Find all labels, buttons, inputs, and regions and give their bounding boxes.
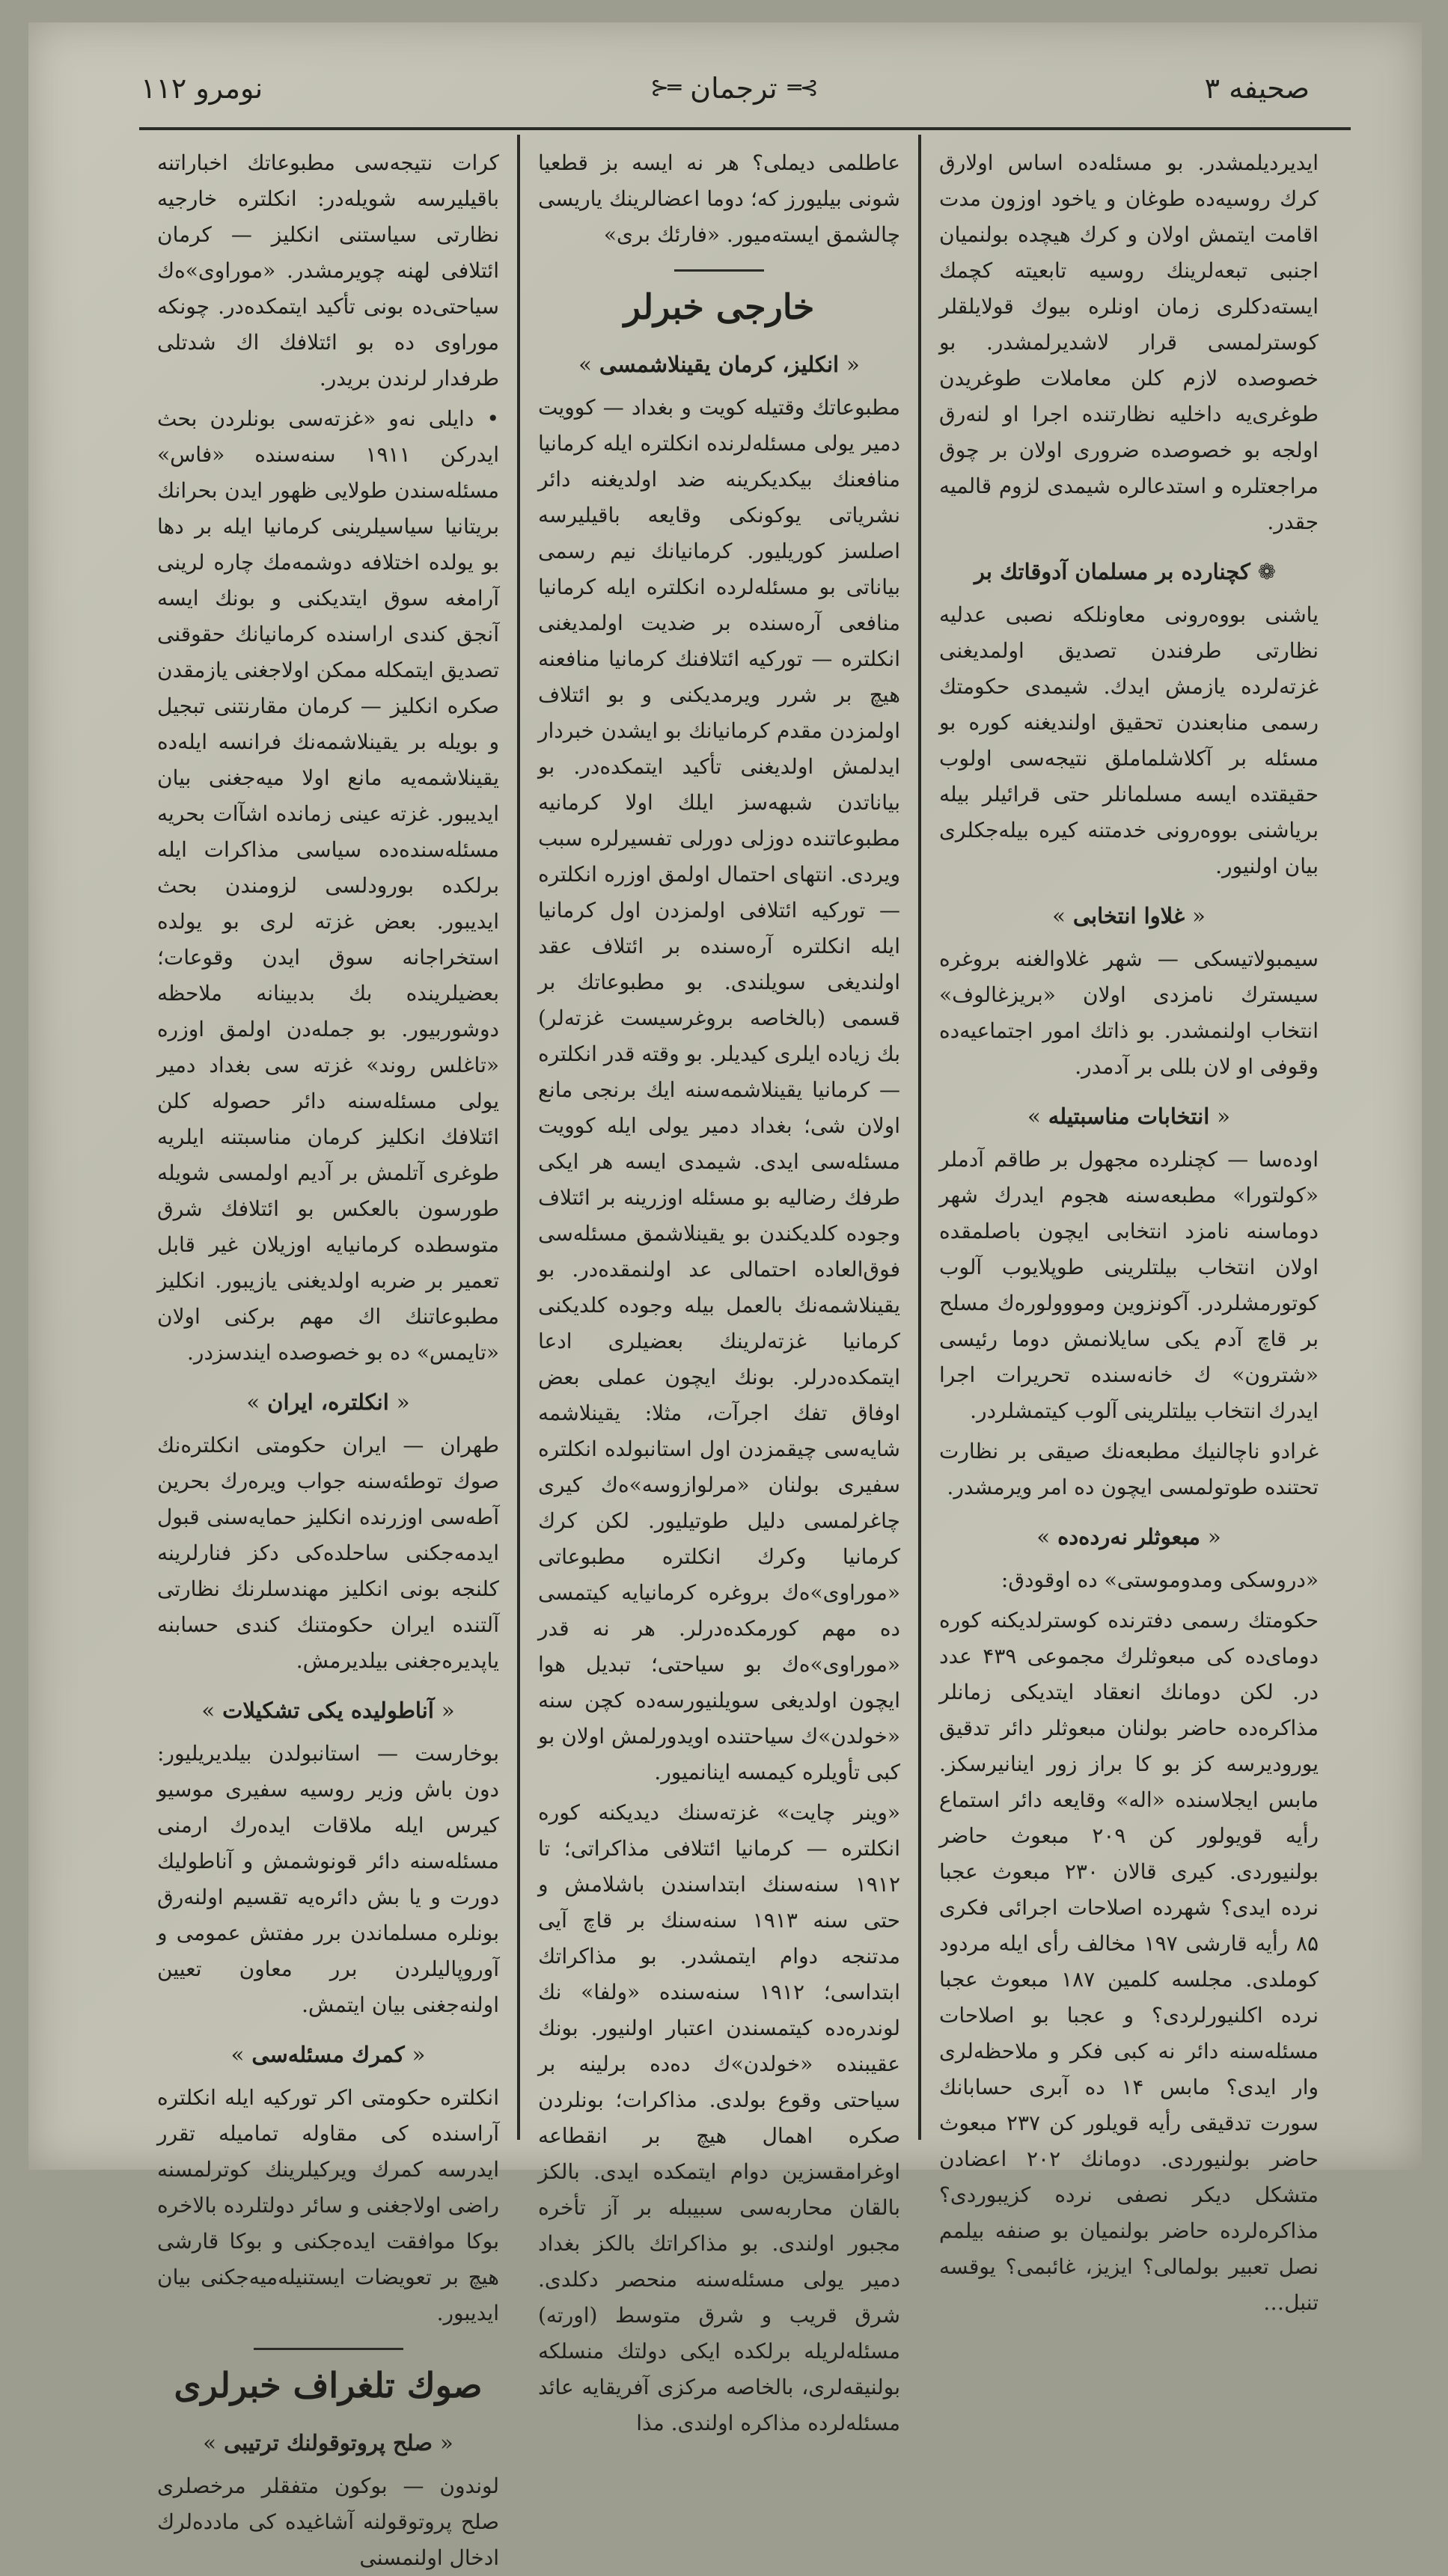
masthead [141,52,1310,123]
paragraph: بوخارست — استانبولدن بیلدیریلیور: دون باش وزیر روسیه سفیری موسیو کیرس ایله ملاقات ایده‌رك ارمنی مسئله‌سنه دائر قونوشمش و آناطولیك دورت و یا بش دائره‌یه تقسیم اولنه‌رق بونلره مسلماندن برر مفتش عمومی و آوروپالیلردن برر معاون تعیین اولنه‌جغنی بیان ایتمش. [157,1741,499,2017]
subheading: ❁کچنارده بر مسلمان آدوقاتك بر [974,559,1277,584]
subheading: «انکلیز، کرمان یقینلاشمسی» [578,352,860,377]
bracket-ornament-icon: » [1036,1524,1051,1549]
paragraph: حکومتك رسمی دفترنده کوسترلدیکنه کوره دومای‌ده کی مبعوثلرك مجموعی ۴۳۹ عدد در. لکن دومانك انعقاد ایتدیکی زمانلر مذاکره‌ده حاضر بولنان مبعوثلر دائر تدقیق یورودیرسه کز بو کا براز زور اینانیرسکز. مابس ایجلاسنده «اله» وقایعه دائر استماع رأیه قویولور کن ۲۰۹ مبعوث حاضر بولنیوردی. کیری قالان ۲۳۰ مبعوث عجبا نرده ایدی؟ شهرده اصلاحات اجرائی فکری ۸۵ رأیه قارشی ۱۹۷ مخالف رأی ایله مردود کوملدی. مجلسه کلمین ۱۸۷ مبعوث عجبا نرده اکلنیورلردی؟ و عجبا بو اصلاحات مسئله‌سنه دائر نه کبی فکر و ملاحظه‌لری وار ایدی؟ مابس ۱۴ ده آبری حسابانك سورت تدقیقی رأیه قویلور کن ۲۳۷ مبعوث حاضر بولنیوردی. دومانك ۲۰۲ اعضادن متشکل دیکر نصفی نرده کزیبوردی؟ مذاکره‌لرده حاضر بولنمیان بو صنفه بیلمم نصل تعبیر بولمالی؟ ایزیز، غائبمی؟ یوقسه تنبل… [939,1608,1319,2315]
subheading: «کمرك مسئله‌سی» [230,2042,426,2067]
bracket-ornament-icon: » [246,1389,260,1415]
bracket-ornament-icon: « [1192,903,1206,928]
paragraph: «وینر چایت» غزته‌سنك دیدیکنه کوره انکلتره — کرمانیا ائتلافی مذاکراتی؛ تا ۱۹۱۲ سنه‌سنك ابتداسندن باشلامش و حتی سنه ۱۹۱۳ سنه‌سنك بر قاچ آیی مدتنجه دوام ایتمشدر. بو مذاکراتك ابتداسی؛ ۱۹۱۲ سنه‌سنده «ولفا» نك لوندره‌ده کیتمسندن اعتبار اولنیور. بونك عقیبنده «خولدن»ك ده‌ده برلینه بر سیاحتی وقوع بولدی. مذاکرات؛ بونلردن صکره اهمال هیچ بر انقطاعه اوغرامقسزین دوام ایتمکده ایدی. بالکز بالقان محاربه‌سی سبیبله بر آز تأخره مجبور اولندی. بو مذاکراتك بالکز بغداد دمیر یولی مسئله‌سنه منحصر دکلدی. شرق قریب و شرق متوسط (اورته) مسئله‌لریله برلکده ایکی دولتك منسلکه بولنیقه‌لری، بالخاصه مرکزی آفریقایه عائد مسئله‌لرده مذاکره اولندی. مذا [538,1800,900,2435]
bracket-ornament-icon: » [1052,903,1066,928]
page-label: صحیفه ۳ [1204,71,1310,105]
section-title: خارجی خبرلر [623,287,815,327]
section-title: صوك تلغراف خبرلری [174,2365,483,2405]
paragraph: غرادو ناچالنیك مطبعه‌نك صیقی بر نظارت تحتنده طوتولمسی ایچون ده امر ویرمشدر. [939,1439,1319,1499]
bracket-ornament-icon: « [1207,1524,1221,1549]
fleuron-icon: ❁ [1257,559,1277,584]
paragraph: اوده‌سا — کچنلرده مجهول بر طاقم آدملر «کولتورا» مطبعه‌سنه هجوم ایدرك شهر دوماسنه نامزد انتخابی ایچون باصلمقده اولان انتخاب بیلتلرینی طوپلایوب آلوب کوتورمشلردر. آکونزوین ومووولوره‌ك مسلح بر قاچ آدم یکی سایلانمش دوما رئیسی «شترون» ك خانه‌سنده تحریرات اجرا ایدرك انتخاب بیلتلرینی آلوب کیتمشلردر. [939,1147,1319,1423]
left-ornament-icon: ⊱═ [787,75,817,101]
bracket-ornament-icon: « [439,2430,453,2456]
right-ornament-icon: ═⊰ [650,75,680,101]
bracket-ornament-icon: « [846,352,860,377]
paragraph: یاشنی بووه‌رونی معاونلکه نصبی عدلیه نظارتی طرفندن تصدیق اولمدیغنی غزته‌لرده یازمش ایدك. شیمدی حکومتك رسمی منابعندن تحقیق اولندیغنه کوره بو مسئله بر آکلاشلماملق نتیجه‌سی اولوب حقیقتده ایسه مسلمانلر حتی قرائیلر بیله بریاشنی بووه‌رونی خدمتنه کیره بیله‌جکلری بیان اولنیور. [939,602,1319,878]
bracket-ornament-icon: » [578,352,592,377]
paragraph: «دروسکی ومدوموستی» ده اوقودق: [1001,1567,1319,1592]
paragraph: ایدیردیلمشدر. بو مسئله‌ده اساس اولارق کرك روسیه‌ده طوغان و یاخود اوزون مدت اقامت ایتمش اولان و کرك هیچده بولنمیان اجنبی تبعه‌لرینك روسیه تابعیته کچمك ایسته‌دکلری زمان اونلره بیوك قولایلقلر کوسترلمسی قرار لاشدیرلمشدر. بو خصوصده لازم کلن معاملات طوغریدن طوغری‌یه داخلیه نظارتنده اجرا او لنه‌رق اولجه بو خصوصده ضروری اولان بر چوق مراجعتلره و استدعالره شیمدی لزوم قالمیه جقدر. [939,150,1319,534]
issue-number: نومرو ۱۱۲ [141,71,263,105]
bracket-ornament-icon: » [203,2430,217,2456]
paragraph: انکلتره حکومتی اکر تورکیه ایله انکلتره آراسنده کی مقاوله تمامیله تقرر ایدرسه کمرك ویرکیلرینك کوترلمسنه راضی اولاجغنی و سائر دولتلرده بالاخره بوکا موافقت ایده‌جکنی و بوکا قارشی هیچ بر تعویضات ایستنیله‌میه‌جکنی بیان ایدیبور. [157,2085,499,2325]
paragraph: • دایلی نه‌و «غزته‌سی بونلردن بحث ایدرکن ۱۹۱۱ سنه‌سنده «فاس» مسئله‌سندن طولایی ظهور ایدن بحرانك بریتانیا سیاسیلرینی کرمانیا ایله بر دها بو یولده اختلافه دوشمه‌مك چاره لرینی آرامغه سوق ایتدیکنی و بونك ایسه آنجق کندی اراسنده کرمانیانك حقوقنی تصدیق ایتمکله ممکن اولاجغنی یازمقدن صکره انکلیز — کرمان مقارنتنی تبجیل و بویله بر یقینلاشمه‌نك فرانسه ایله‌ده یقینلاشمه‌یه مانع اولا میه‌جغنی بیان ایدیبور. غزته عینی زمانده اشآات بحریه مسئله‌سنده‌ده سیاسی مذاکرات ایله برلکده بورودلسی لزومندن بحث ایدیبور. بعض غزته لری بو یولده استخراجانه سوق ایدن وقوعات؛ بعضیلرینده بك بدبینانه ملاحظه دوشوربیور. بو جمله‌دن اولمق اوزره «تاغلس روند» غزته سی بغداد دمیر یولی مسئله‌سنه دائر حصوله کلن ائتلافك انکلیز کرمان مناسبتنه ایلریه طوغری آتلمش بر آدیم اولمسی شویله طورسون بالعکس بو ائتلافك شرق متوسطده کرمانیایه اوزیلان غیر قابل تعمیر بر ضربه اولدیغنی یازیبور. انکلیز مطبوعاتنك اك مهم برکنی اولان «تایمس» ده بو خصوصده ایندسزدر. [157,406,499,1365]
bracket-ornament-icon: » [201,1698,216,1723]
bracket-ornament-icon: « [396,1389,410,1415]
bracket-ornament-icon: « [412,2042,426,2067]
subheading: «صلح پروتوقولنك ترتیبی» [203,2430,453,2456]
paragraph: عاطلمی دیملی؟ هر نه ایسه بز قطعیا شونی بیلیورز که؛ دوما اعضالرینك یاریسی چالشمق ایسته‌میور. «فارئك بری» [538,150,900,247]
bracket-ornament-icon: » [1027,1104,1041,1129]
paragraph: طهران — ایران حکومتی انکلتره‌نك صوك توطئه‌سنه جواب ویره‌رك بحرین آطه‌سی اوزرنده انکلیز حمایه‌سنی قبول ایدمه‌جکنی ساحلده‌کی دکز فنارلرینه کلنجه بونی انکلیز مهندسلرنك نظارتی آلتنده ایران حکومتنك کندی حسابنه یاپدیره‌جغنی بیلدیرمش. [157,1433,499,1673]
bracket-ornament-icon: « [441,1698,455,1723]
column-left [139,135,517,2570]
paragraph: کرات نتیجه‌سی مطبوعاتك اخباراتنه باقیلیرسه شویله‌در: انکلتره خارجیه نظارتی سیاستنی انکلیز — کرمان ائتلافی لهنه چویرمشدر. «موراوی»ه‌ك سیاحتی‌ده بونی تأکید ایتمکده‌در. چونکه موراوی ده بو ائتلافك اك شدتلی طرفدار لرندن بریدر. [157,150,499,391]
subheading: «مبعوثلر نه‌رده‌ده» [1036,1524,1221,1549]
subheading: «انتخابات مناسبتیله» [1027,1104,1231,1129]
newspaper-title-block [650,72,817,105]
paragraph: مطبوعاتك وقتیله کویت و بغداد — کوویت دمیر یولی مسئله‌لرنده انکلتره ایله کرمانیا منافعنك بیکدیکرینه ضد اولدیغنه دائر نشریاتی یوکونکی وقایعه باقیلیرسه اصلسز کوریلیور. کرمانیانك نیم رسمی بیاناتی بو مسئله‌لرده انکلتره ایله کرمانیا منافعی آره‌سنده بر ضدیت اولمدیغنی انکلتره — تورکیه ائتلافنك کرمانیا منافعنه هیچ بر شرر ویرمدیکنی و بو ائتلاف اولمزدن مقدم کرمانیانك بو ایشدن خبردار ایدلمش اولدیغنی تأکید ایتمکده‌در. بو بیاناتدن شبهه‌سز ایلك اولا کرمانیه مطبوعاتنده دوزلی دورلی تفسیرلره سبب ویردی. انتهای احتمال اولمق اوزره انکلتره — تورکیه ائتلافی اولمزدن اول کرمانیا ایله انکلتره آره‌سنده بر ائتلاف عقد اولندیغی سویلندی. بو مطبوعاتك بر قسمی (بالخاصه بروغرسیست غزته‌لر) بك زیاده ایلری کیدیلر. بو وقته قدر انکلتره — کرمانیا یقینلاشمه‌سنه ایك برنجی مانع اولان شی؛ بغداد دمیر یولی ایله کوویت مسئله‌سی ایدی. شیمدی ایسه هر ایکی طرفك رضالیه بو مسئله اوزرینه بر ائتلاف وجوده کلدیکندن بو یقینلاشمق مسئله‌سی فوق‌العاده احتمالی عد اولنمقده‌در. بو یقینلاشمه‌نك بالعمل بیله وجوده کلدیکنی کرمانیا غزته‌لرینك بعضیلری ادعا ایتمکده‌درلر. بونك ایچون عملی بعض اوفاق تفك اجرآت، مثلا: یقینلاشمه شایه‌سی چیقمزدن اول استانبولده انکلتره سفیری بولنان «مرلوازوسه»ه‌ك کیری چاغرلمسی دلیل طوتیلیور. لکن کرك کرمانیا وکرك انکلتره مطبوعاتی «موراوی»ه‌ك بروغره کرمانیایه کیتمسی ده مهم کورمکده‌درلر. هر نه قدر «موراوی»ه‌ك بو سیاحتی؛ تبدیل هوا ایچون اولدیغی سویلنیورسه‌ده کچن سنه «خولدن»ك سیاحتنده اویدورلمش اولان بو کبی تأویلره کیمسه اینانمیور. [538,395,900,1784]
bracket-ornament-icon: « [1217,1104,1231,1129]
column-right [921,135,1337,2315]
bracket-ornament-icon: » [230,2042,245,2067]
section-divider [674,269,764,272]
header-rule [139,127,1351,130]
column-middle [517,135,921,2435]
subheading: «آناطولیده یکی تشکیلات» [201,1698,455,1723]
columns [139,135,1337,2570]
paragraph: سیمبولاتیسکی — شهر غلاوالغنه بروغره سیسترك نامزدی اولان «بریزغالوف» انتخاب اولنمشدر. بو ذاتك امور اجتماعیه‌ده وقوفی او لان بللی بر آدمدر. [939,946,1319,1079]
newspaper-page [28,22,1422,2570]
section-divider [254,2348,403,2350]
subheading: «غلاوا انتخابی» [1052,903,1206,928]
newspaper-title: ترجمان [690,71,778,105]
subheading: «انکلتره، ایران» [246,1389,410,1415]
paragraph: لوندون — بوکون متفقلر مرخصلری صلح پروتوقولنه آشاغیده کی مادده‌لرك ادخال اولنمسنی [157,2473,499,2570]
